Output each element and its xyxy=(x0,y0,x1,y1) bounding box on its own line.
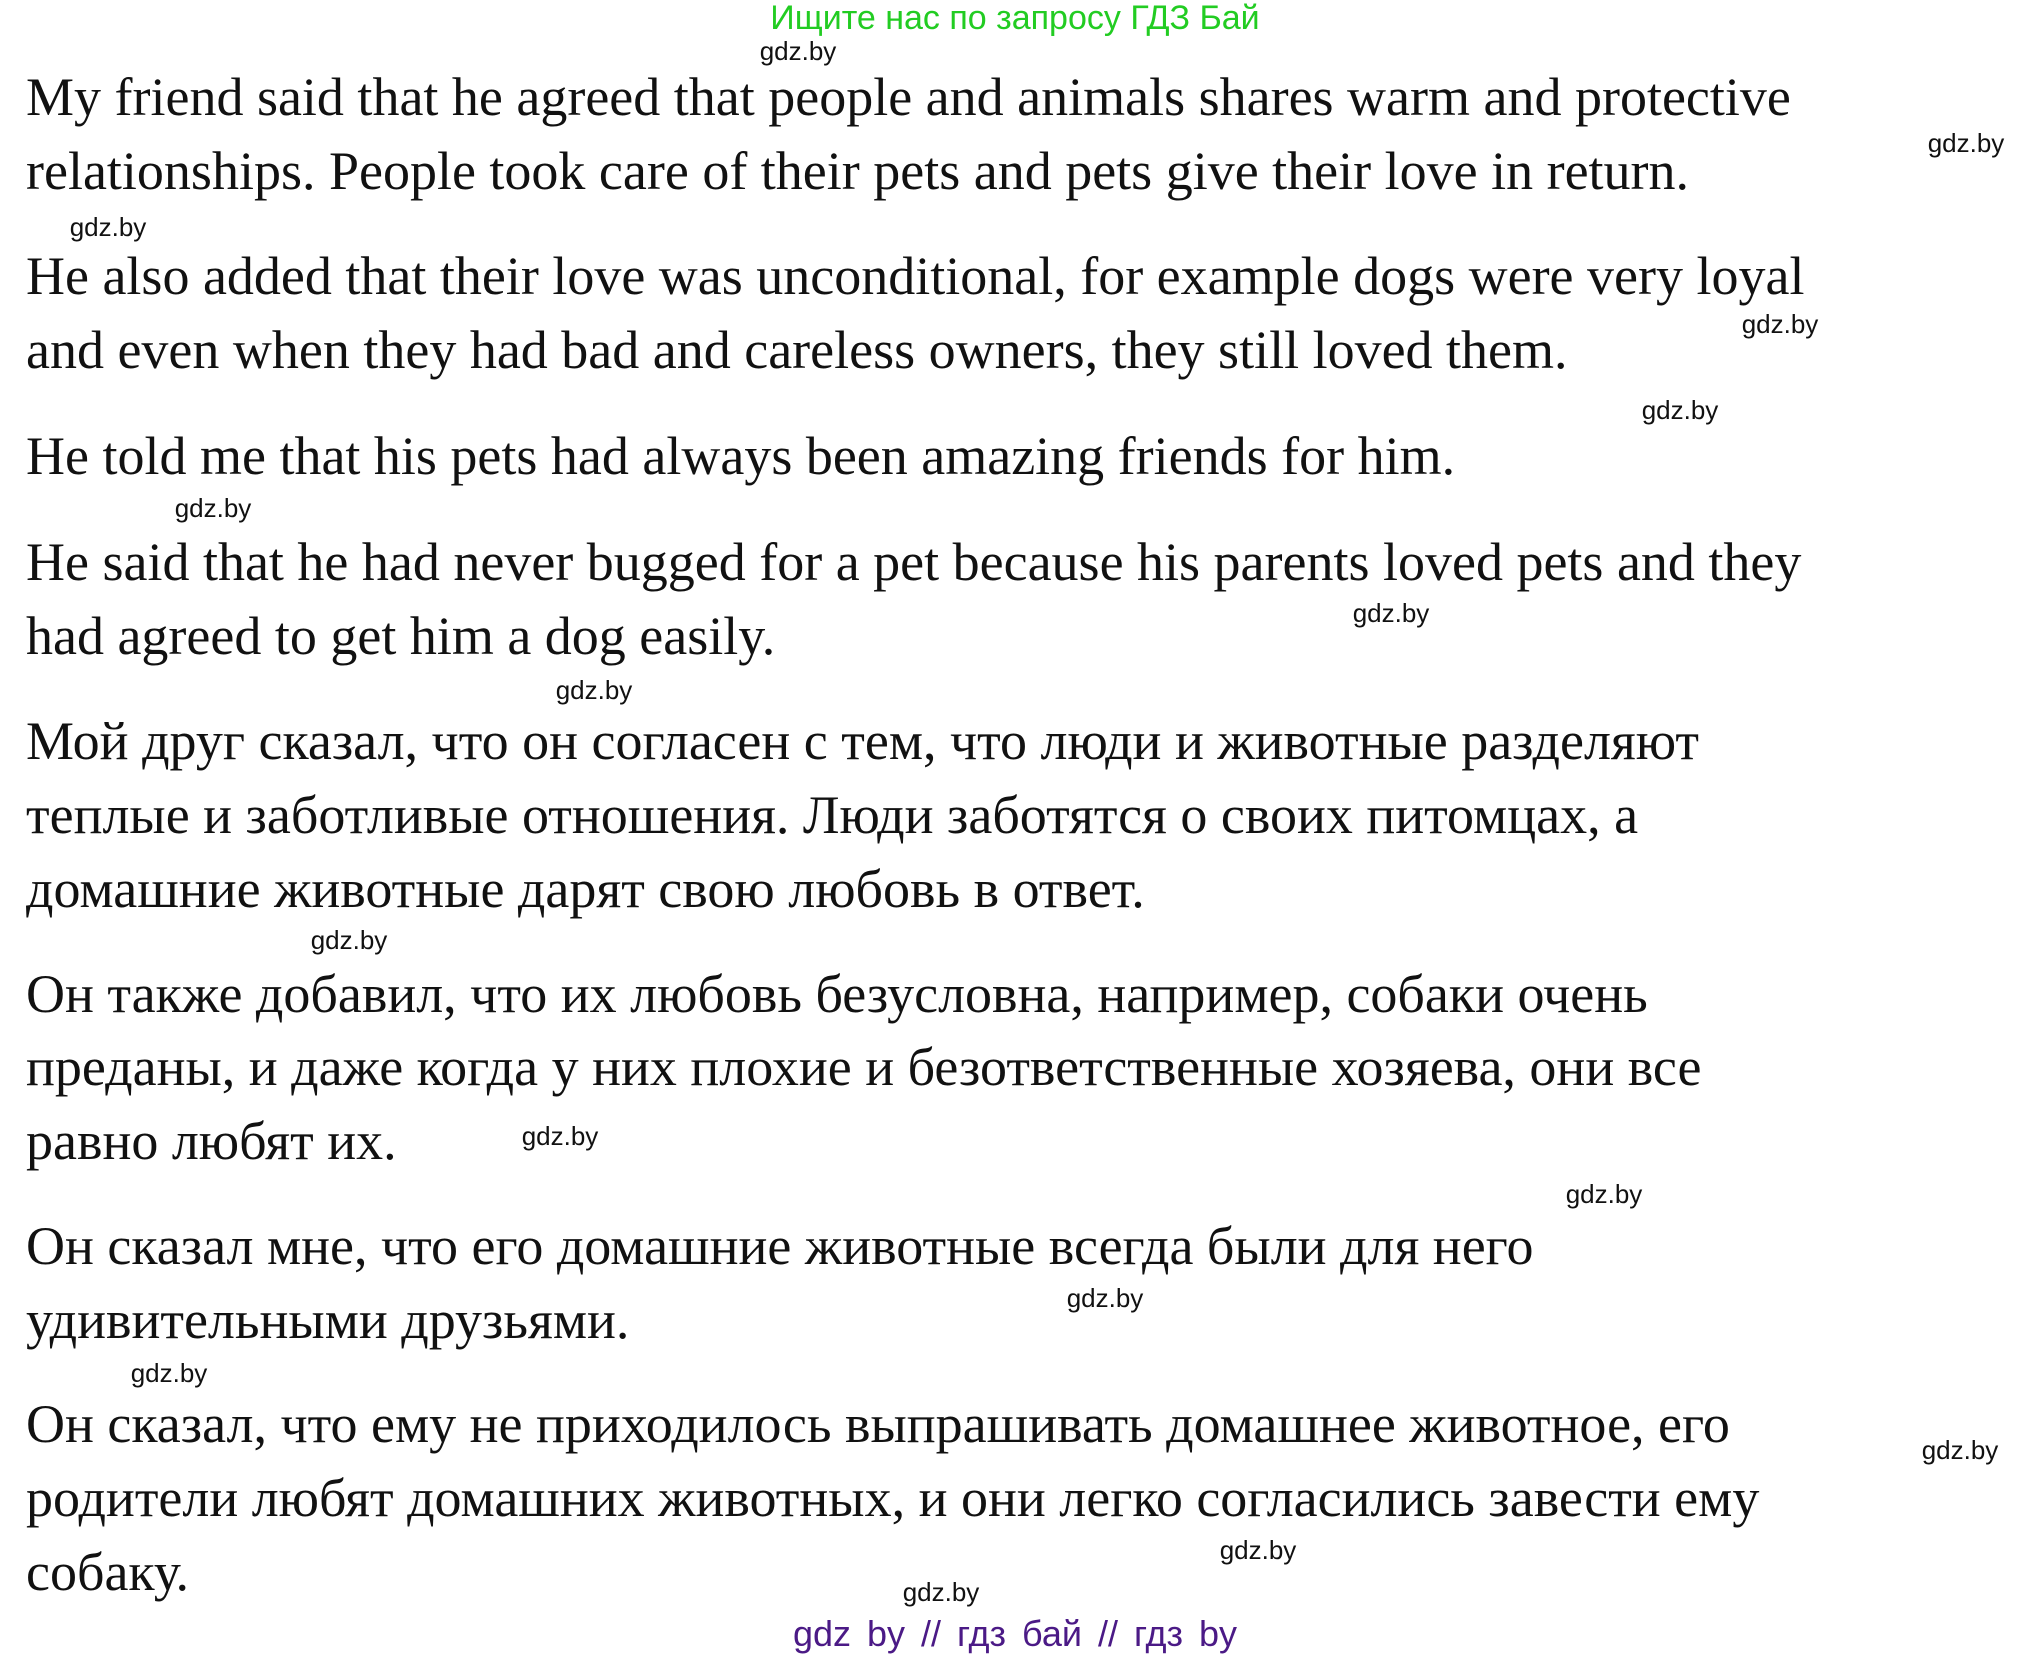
search-hint-banner: Ищите нас по запросу ГДЗ Бай xyxy=(770,0,1260,37)
watermark: gdz.by xyxy=(174,493,252,523)
watermark: gdz.by xyxy=(1066,1283,1144,1313)
text-line: He said that he had never bugged for a pet because his parents loved pets and they xyxy=(26,532,1802,592)
text-line: домашние животные дарят свою любовь в ответ. xyxy=(26,859,1145,919)
text-line: and even when they had bad and careless owners, they still loved them. xyxy=(26,320,1568,380)
text-line: удивительными друзьями. xyxy=(26,1290,630,1350)
text-line: равно любят их. xyxy=(26,1111,397,1171)
text-line: Мой друг сказал, что он согласен с тем, что люди и животные разделяют xyxy=(26,711,1699,771)
watermark: gdz.by xyxy=(1921,1435,1999,1465)
text-line: Он сказал, что ему не приходилось выпрашивать домашнее животное, его xyxy=(26,1394,1730,1454)
text-line: My friend said that he agreed that people and animals shares warm and protective xyxy=(26,67,1791,127)
watermark: gdz.by xyxy=(555,675,633,705)
watermark: gdz.by xyxy=(130,1358,208,1388)
watermark: gdz.by xyxy=(310,925,388,955)
watermark: gdz.by xyxy=(69,212,147,242)
watermark: gdz.by xyxy=(1741,309,1819,339)
text-line: собаку. xyxy=(26,1542,189,1602)
text-line: родители любят домашних животных, и они легко согласились завести ему xyxy=(26,1468,1760,1528)
text-line: преданы, и даже когда у них плохие и безответственные хозяева, они все xyxy=(26,1037,1702,1097)
watermark: gdz.by xyxy=(1352,598,1430,628)
watermark: gdz.by xyxy=(1565,1179,1643,1209)
text-line: Он также добавил, что их любовь безусловна, например, собаки очень xyxy=(26,964,1648,1024)
watermark: gdz.by xyxy=(1641,395,1719,425)
watermark: gdz.by xyxy=(759,36,837,66)
watermark: gdz.by xyxy=(902,1577,980,1607)
text-line: had agreed to get him a dog easily. xyxy=(26,606,776,666)
watermark: gdz.by xyxy=(1927,128,2005,158)
text-line: Он сказал мне, что его домашние животные всегда были для него xyxy=(26,1216,1534,1276)
text-line: relationships. People took care of their pets and pets give their love in return. xyxy=(26,141,1690,201)
watermark: gdz.by xyxy=(521,1121,599,1151)
watermark: gdz.by xyxy=(1219,1535,1297,1565)
text-line: теплые и заботливые отношения. Люди заботятся о своих питомцах, а xyxy=(26,785,1639,845)
text-line: He also added that their love was unconditional, for example dogs were very loyal xyxy=(26,246,1805,306)
text-line: He told me that his pets had always been amazing friends for him. xyxy=(26,426,1456,486)
footer-links: gdz by // гдз бай // гдз by xyxy=(792,1613,1238,1654)
